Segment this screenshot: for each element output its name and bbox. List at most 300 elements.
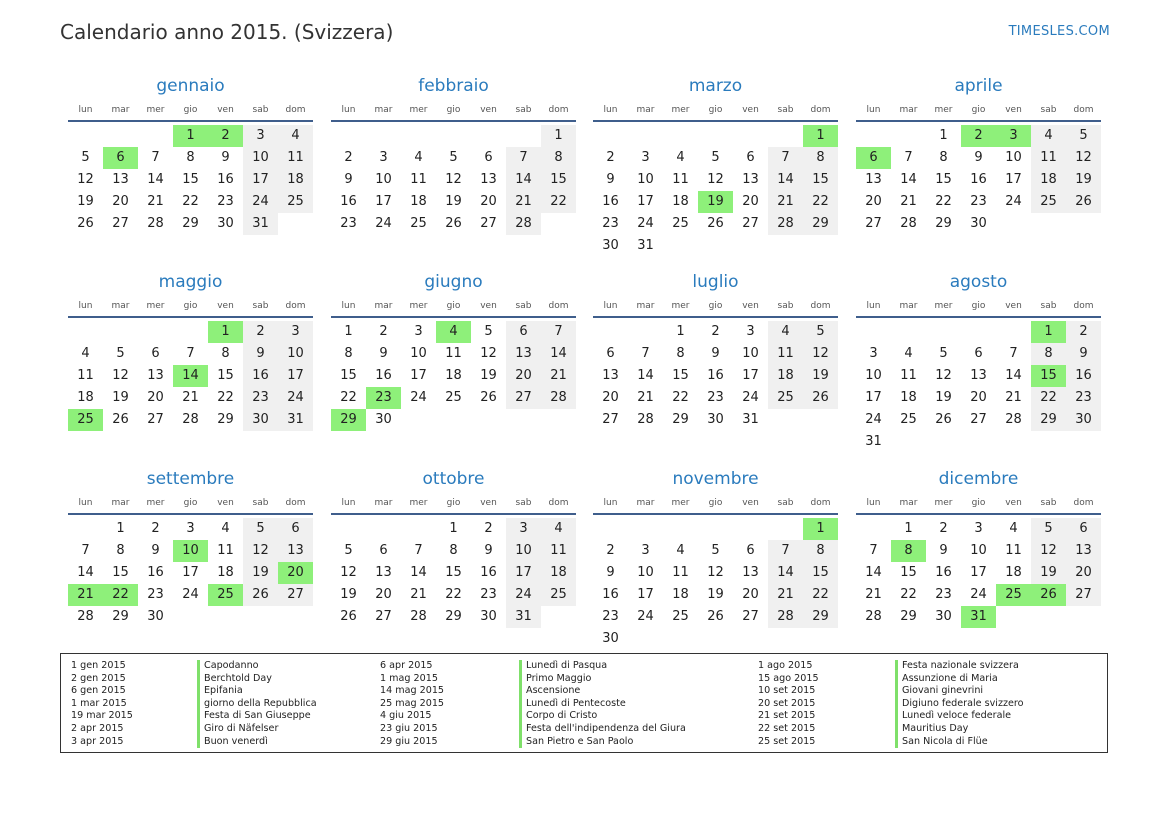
day-cell[interactable]: 30 (375, 412, 392, 427)
day-cell[interactable]: 4 (414, 150, 423, 165)
day-cell[interactable]: 5 (803, 321, 838, 343)
day-cell[interactable]: 3 (641, 150, 650, 165)
day-cell[interactable]: 16 (480, 565, 497, 580)
holiday-day-cell[interactable]: 25 (996, 584, 1031, 606)
day-cell[interactable]: 27 (865, 216, 882, 231)
day-cell[interactable]: 24 (243, 191, 278, 213)
day-cell[interactable]: 28 (506, 213, 541, 235)
holiday-day-cell[interactable]: 2 (961, 125, 996, 147)
day-cell[interactable]: 2 (151, 521, 160, 536)
day-cell[interactable]: 22 (340, 390, 357, 405)
day-cell[interactable]: 26 (707, 216, 724, 231)
day-cell[interactable]: 29 (935, 216, 952, 231)
day-cell[interactable]: 29 (900, 609, 917, 624)
day-cell[interactable]: 5 (484, 324, 493, 339)
day-cell[interactable]: 30 (243, 409, 278, 431)
day-cell[interactable]: 22 (803, 584, 838, 606)
day-cell[interactable]: 30 (970, 216, 987, 231)
day-cell[interactable]: 9 (939, 543, 948, 558)
day-cell[interactable]: 7 (186, 346, 195, 361)
day-cell[interactable]: 17 (1005, 172, 1022, 187)
day-cell[interactable]: 19 (803, 365, 838, 387)
day-cell[interactable]: 28 (637, 412, 654, 427)
day-cell[interactable]: 21 (637, 390, 654, 405)
day-cell[interactable]: 30 (707, 412, 724, 427)
day-cell[interactable]: 17 (182, 565, 199, 580)
day-cell[interactable]: 10 (637, 565, 654, 580)
day-cell[interactable]: 18 (1031, 169, 1066, 191)
day-cell[interactable]: 17 (243, 169, 278, 191)
day-cell[interactable]: 12 (707, 565, 724, 580)
day-cell[interactable]: 11 (672, 565, 689, 580)
day-cell[interactable]: 16 (707, 368, 724, 383)
day-cell[interactable]: 13 (147, 368, 164, 383)
day-cell[interactable]: 24 (742, 390, 759, 405)
day-cell[interactable]: 9 (344, 172, 353, 187)
day-cell[interactable]: 21 (768, 584, 803, 606)
day-cell[interactable]: 16 (147, 565, 164, 580)
day-cell[interactable]: 12 (1031, 540, 1066, 562)
day-cell[interactable]: 28 (182, 412, 199, 427)
day-cell[interactable]: 11 (217, 543, 234, 558)
day-cell[interactable]: 18 (1005, 565, 1022, 580)
day-cell[interactable]: 10 (278, 343, 313, 365)
day-cell[interactable]: 21 (865, 587, 882, 602)
day-cell[interactable]: 2 (606, 150, 615, 165)
day-cell[interactable]: 21 (182, 390, 199, 405)
day-cell[interactable]: 7 (869, 543, 878, 558)
day-cell[interactable]: 19 (1066, 169, 1101, 191)
day-cell[interactable]: 6 (606, 346, 615, 361)
day-cell[interactable]: 23 (217, 194, 234, 209)
day-cell[interactable]: 15 (340, 368, 357, 383)
day-cell[interactable]: 16 (602, 587, 619, 602)
day-cell[interactable]: 21 (541, 365, 576, 387)
day-cell[interactable]: 26 (480, 390, 497, 405)
day-cell[interactable]: 2 (243, 321, 278, 343)
day-cell[interactable]: 26 (340, 609, 357, 624)
day-cell[interactable]: 11 (410, 172, 427, 187)
day-cell[interactable]: 23 (935, 587, 952, 602)
day-cell[interactable]: 28 (410, 609, 427, 624)
day-cell[interactable]: 4 (676, 543, 685, 558)
day-cell[interactable]: 18 (672, 194, 689, 209)
day-cell[interactable]: 7 (81, 543, 90, 558)
holiday-day-cell[interactable]: 1 (803, 518, 838, 540)
day-cell[interactable]: 9 (151, 543, 160, 558)
day-cell[interactable]: 27 (506, 387, 541, 409)
day-cell[interactable]: 25 (672, 609, 689, 624)
day-cell[interactable]: 7 (506, 147, 541, 169)
day-cell[interactable]: 25 (1031, 191, 1066, 213)
holiday-day-cell[interactable]: 31 (961, 606, 996, 628)
day-cell[interactable]: 25 (445, 390, 462, 405)
day-cell[interactable]: 5 (243, 518, 278, 540)
day-cell[interactable]: 13 (278, 540, 313, 562)
day-cell[interactable]: 10 (742, 346, 759, 361)
holiday-day-cell[interactable]: 25 (208, 584, 243, 606)
day-cell[interactable]: 6 (278, 518, 313, 540)
day-cell[interactable]: 24 (182, 587, 199, 602)
day-cell[interactable]: 31 (742, 412, 759, 427)
day-cell[interactable]: 10 (506, 540, 541, 562)
day-cell[interactable]: 10 (970, 543, 987, 558)
day-cell[interactable]: 12 (112, 368, 129, 383)
day-cell[interactable]: 18 (77, 390, 94, 405)
day-cell[interactable]: 18 (900, 390, 917, 405)
day-cell[interactable]: 14 (541, 343, 576, 365)
day-cell[interactable]: 20 (147, 390, 164, 405)
day-cell[interactable]: 2 (344, 150, 353, 165)
day-cell[interactable]: 23 (602, 216, 619, 231)
holiday-day-cell[interactable]: 21 (68, 584, 103, 606)
day-cell[interactable]: 15 (803, 562, 838, 584)
day-cell[interactable]: 20 (742, 194, 759, 209)
day-cell[interactable]: 8 (939, 150, 948, 165)
day-cell[interactable]: 19 (707, 587, 724, 602)
holiday-day-cell[interactable]: 10 (173, 540, 208, 562)
day-cell[interactable]: 14 (1005, 368, 1022, 383)
day-cell[interactable]: 17 (637, 194, 654, 209)
holiday-day-cell[interactable]: 1 (1031, 321, 1066, 343)
day-cell[interactable]: 7 (768, 147, 803, 169)
day-cell[interactable]: 18 (217, 565, 234, 580)
day-cell[interactable]: 24 (410, 390, 427, 405)
day-cell[interactable]: 29 (112, 609, 129, 624)
day-cell[interactable]: 22 (900, 587, 917, 602)
day-cell[interactable]: 23 (243, 387, 278, 409)
day-cell[interactable]: 27 (278, 584, 313, 606)
day-cell[interactable]: 14 (506, 169, 541, 191)
day-cell[interactable]: 14 (865, 565, 882, 580)
day-cell[interactable]: 26 (112, 412, 129, 427)
day-cell[interactable]: 13 (602, 368, 619, 383)
holiday-day-cell[interactable]: 25 (68, 409, 103, 431)
day-cell[interactable]: 15 (900, 565, 917, 580)
day-cell[interactable]: 11 (1031, 147, 1066, 169)
day-cell[interactable]: 1 (541, 125, 576, 147)
day-cell[interactable]: 13 (970, 368, 987, 383)
day-cell[interactable]: 13 (865, 172, 882, 187)
day-cell[interactable]: 13 (112, 172, 129, 187)
day-cell[interactable]: 29 (803, 213, 838, 235)
day-cell[interactable]: 22 (445, 587, 462, 602)
day-cell[interactable]: 19 (935, 390, 952, 405)
day-cell[interactable]: 29 (1031, 409, 1066, 431)
holiday-day-cell[interactable]: 3 (996, 125, 1031, 147)
day-cell[interactable]: 24 (375, 216, 392, 231)
day-cell[interactable]: 24 (637, 216, 654, 231)
day-cell[interactable]: 14 (147, 172, 164, 187)
day-cell[interactable]: 27 (375, 609, 392, 624)
day-cell[interactable]: 16 (243, 365, 278, 387)
day-cell[interactable]: 9 (974, 150, 983, 165)
day-cell[interactable]: 3 (506, 518, 541, 540)
day-cell[interactable]: 24 (506, 584, 541, 606)
day-cell[interactable]: 11 (768, 343, 803, 365)
day-cell[interactable]: 4 (1009, 521, 1018, 536)
day-cell[interactable]: 26 (803, 387, 838, 409)
day-cell[interactable]: 17 (375, 194, 392, 209)
day-cell[interactable]: 26 (243, 584, 278, 606)
day-cell[interactable]: 7 (904, 150, 913, 165)
day-cell[interactable]: 27 (147, 412, 164, 427)
day-cell[interactable]: 10 (865, 368, 882, 383)
day-cell[interactable]: 31 (278, 409, 313, 431)
day-cell[interactable]: 31 (637, 238, 654, 253)
day-cell[interactable]: 26 (77, 216, 94, 231)
day-cell[interactable]: 15 (935, 172, 952, 187)
day-cell[interactable]: 14 (637, 368, 654, 383)
day-cell[interactable]: 2 (711, 324, 720, 339)
day-cell[interactable]: 27 (602, 412, 619, 427)
day-cell[interactable]: 23 (970, 194, 987, 209)
day-cell[interactable]: 15 (803, 169, 838, 191)
day-cell[interactable]: 29 (445, 609, 462, 624)
day-cell[interactable]: 5 (449, 150, 458, 165)
day-cell[interactable]: 8 (221, 346, 230, 361)
day-cell[interactable]: 2 (606, 543, 615, 558)
day-cell[interactable]: 30 (935, 609, 952, 624)
day-cell[interactable]: 8 (803, 540, 838, 562)
day-cell[interactable]: 17 (742, 368, 759, 383)
day-cell[interactable]: 25 (278, 191, 313, 213)
day-cell[interactable]: 5 (116, 346, 125, 361)
day-cell[interactable]: 19 (112, 390, 129, 405)
day-cell[interactable]: 26 (935, 412, 952, 427)
day-cell[interactable]: 16 (935, 565, 952, 580)
day-cell[interactable]: 8 (803, 147, 838, 169)
day-cell[interactable]: 21 (147, 194, 164, 209)
day-cell[interactable]: 9 (1066, 343, 1101, 365)
day-cell[interactable]: 14 (900, 172, 917, 187)
day-cell[interactable]: 2 (484, 521, 493, 536)
day-cell[interactable]: 23 (1066, 387, 1101, 409)
day-cell[interactable]: 11 (672, 172, 689, 187)
day-cell[interactable]: 31 (865, 434, 882, 449)
day-cell[interactable]: 16 (1066, 365, 1101, 387)
holiday-day-cell[interactable]: 1 (173, 125, 208, 147)
day-cell[interactable]: 4 (904, 346, 913, 361)
day-cell[interactable]: 9 (379, 346, 388, 361)
day-cell[interactable]: 21 (1005, 390, 1022, 405)
day-cell[interactable]: 17 (865, 390, 882, 405)
day-cell[interactable]: 24 (970, 587, 987, 602)
day-cell[interactable]: 3 (278, 321, 313, 343)
day-cell[interactable]: 1 (904, 521, 913, 536)
day-cell[interactable]: 4 (676, 150, 685, 165)
day-cell[interactable]: 10 (637, 172, 654, 187)
day-cell[interactable]: 10 (375, 172, 392, 187)
day-cell[interactable]: 13 (1066, 540, 1101, 562)
holiday-day-cell[interactable]: 19 (698, 191, 733, 213)
day-cell[interactable]: 16 (217, 172, 234, 187)
day-cell[interactable]: 8 (344, 346, 353, 361)
day-cell[interactable]: 12 (935, 368, 952, 383)
day-cell[interactable]: 23 (480, 587, 497, 602)
day-cell[interactable]: 2 (379, 324, 388, 339)
day-cell[interactable]: 14 (768, 562, 803, 584)
day-cell[interactable]: 9 (711, 346, 720, 361)
day-cell[interactable]: 20 (506, 365, 541, 387)
day-cell[interactable]: 11 (77, 368, 94, 383)
day-cell[interactable]: 12 (1066, 147, 1101, 169)
day-cell[interactable]: 5 (711, 150, 720, 165)
holiday-day-cell[interactable]: 23 (366, 387, 401, 409)
day-cell[interactable]: 22 (803, 191, 838, 213)
day-cell[interactable]: 18 (541, 562, 576, 584)
day-cell[interactable]: 20 (602, 390, 619, 405)
holiday-day-cell[interactable]: 22 (103, 584, 138, 606)
day-cell[interactable]: 22 (935, 194, 952, 209)
day-cell[interactable]: 27 (112, 216, 129, 231)
day-cell[interactable]: 27 (742, 609, 759, 624)
day-cell[interactable]: 19 (243, 562, 278, 584)
day-cell[interactable]: 25 (768, 387, 803, 409)
day-cell[interactable]: 23 (602, 609, 619, 624)
day-cell[interactable]: 9 (484, 543, 493, 558)
day-cell[interactable]: 22 (182, 194, 199, 209)
day-cell[interactable]: 5 (1031, 518, 1066, 540)
day-cell[interactable]: 29 (803, 606, 838, 628)
day-cell[interactable]: 12 (77, 172, 94, 187)
day-cell[interactable]: 6 (506, 321, 541, 343)
day-cell[interactable]: 30 (147, 609, 164, 624)
day-cell[interactable]: 28 (147, 216, 164, 231)
day-cell[interactable]: 10 (1005, 150, 1022, 165)
day-cell[interactable]: 3 (379, 150, 388, 165)
day-cell[interactable]: 7 (768, 540, 803, 562)
day-cell[interactable]: 14 (410, 565, 427, 580)
day-cell[interactable]: 5 (1066, 125, 1101, 147)
holiday-day-cell[interactable]: 4 (436, 321, 471, 343)
day-cell[interactable]: 27 (742, 216, 759, 231)
day-cell[interactable]: 31 (506, 606, 541, 628)
day-cell[interactable]: 4 (278, 125, 313, 147)
day-cell[interactable]: 3 (869, 346, 878, 361)
day-cell[interactable]: 19 (77, 194, 94, 209)
day-cell[interactable]: 15 (112, 565, 129, 580)
day-cell[interactable]: 28 (900, 216, 917, 231)
day-cell[interactable]: 3 (186, 521, 195, 536)
day-cell[interactable]: 11 (445, 346, 462, 361)
day-cell[interactable]: 6 (974, 346, 983, 361)
day-cell[interactable]: 14 (77, 565, 94, 580)
holiday-day-cell[interactable]: 2 (208, 125, 243, 147)
day-cell[interactable]: 3 (974, 521, 983, 536)
day-cell[interactable]: 22 (217, 390, 234, 405)
holiday-day-cell[interactable]: 1 (803, 125, 838, 147)
day-cell[interactable]: 19 (480, 368, 497, 383)
day-cell[interactable]: 15 (541, 169, 576, 191)
day-cell[interactable]: 5 (711, 543, 720, 558)
day-cell[interactable]: 7 (541, 321, 576, 343)
day-cell[interactable]: 17 (637, 587, 654, 602)
day-cell[interactable]: 23 (340, 216, 357, 231)
holiday-day-cell[interactable]: 14 (173, 365, 208, 387)
day-cell[interactable]: 3 (746, 324, 755, 339)
holiday-day-cell[interactable]: 8 (891, 540, 926, 562)
day-cell[interactable]: 21 (506, 191, 541, 213)
day-cell[interactable]: 7 (1009, 346, 1018, 361)
day-cell[interactable]: 10 (243, 147, 278, 169)
day-cell[interactable]: 28 (1005, 412, 1022, 427)
day-cell[interactable]: 11 (278, 147, 313, 169)
day-cell[interactable]: 27 (1066, 584, 1101, 606)
day-cell[interactable]: 18 (445, 368, 462, 383)
day-cell[interactable]: 26 (445, 216, 462, 231)
day-cell[interactable]: 17 (970, 565, 987, 580)
day-cell[interactable]: 16 (375, 368, 392, 383)
day-cell[interactable]: 20 (742, 587, 759, 602)
day-cell[interactable]: 25 (410, 216, 427, 231)
day-cell[interactable]: 5 (344, 543, 353, 558)
day-cell[interactable]: 6 (151, 346, 160, 361)
day-cell[interactable]: 4 (221, 521, 230, 536)
day-cell[interactable]: 20 (375, 587, 392, 602)
day-cell[interactable]: 19 (340, 587, 357, 602)
day-cell[interactable]: 22 (1031, 387, 1066, 409)
day-cell[interactable]: 9 (221, 150, 230, 165)
holiday-day-cell[interactable]: 26 (1031, 584, 1066, 606)
day-cell[interactable]: 12 (803, 343, 838, 365)
day-cell[interactable]: 4 (768, 321, 803, 343)
day-cell[interactable]: 24 (637, 609, 654, 624)
day-cell[interactable]: 3 (243, 125, 278, 147)
day-cell[interactable]: 5 (81, 150, 90, 165)
holiday-day-cell[interactable]: 29 (331, 409, 366, 431)
day-cell[interactable]: 1 (676, 324, 685, 339)
day-cell[interactable]: 21 (900, 194, 917, 209)
day-cell[interactable]: 9 (243, 343, 278, 365)
day-cell[interactable]: 6 (484, 150, 493, 165)
day-cell[interactable]: 6 (1066, 518, 1101, 540)
day-cell[interactable]: 30 (602, 238, 619, 253)
day-cell[interactable]: 22 (541, 191, 576, 213)
day-cell[interactable]: 14 (768, 169, 803, 191)
day-cell[interactable]: 15 (217, 368, 234, 383)
day-cell[interactable]: 15 (672, 368, 689, 383)
day-cell[interactable]: 27 (480, 216, 497, 231)
day-cell[interactable]: 29 (217, 412, 234, 427)
day-cell[interactable]: 6 (746, 543, 755, 558)
day-cell[interactable]: 8 (449, 543, 458, 558)
day-cell[interactable]: 18 (278, 169, 313, 191)
day-cell[interactable]: 6 (746, 150, 755, 165)
day-cell[interactable]: 10 (410, 346, 427, 361)
brand-logo-text[interactable]: TIMESLES.COM (1008, 24, 1110, 39)
day-cell[interactable]: 28 (768, 213, 803, 235)
day-cell[interactable]: 12 (340, 565, 357, 580)
day-cell[interactable]: 16 (602, 194, 619, 209)
day-cell[interactable]: 30 (1066, 409, 1101, 431)
day-cell[interactable]: 18 (672, 587, 689, 602)
day-cell[interactable]: 17 (410, 368, 427, 383)
day-cell[interactable]: 29 (672, 412, 689, 427)
day-cell[interactable]: 26 (1066, 191, 1101, 213)
holiday-day-cell[interactable]: 6 (856, 147, 891, 169)
holiday-day-cell[interactable]: 15 (1031, 365, 1066, 387)
day-cell[interactable]: 25 (541, 584, 576, 606)
day-cell[interactable]: 23 (147, 587, 164, 602)
day-cell[interactable]: 28 (865, 609, 882, 624)
day-cell[interactable]: 20 (865, 194, 882, 209)
day-cell[interactable]: 4 (81, 346, 90, 361)
day-cell[interactable]: 19 (445, 194, 462, 209)
day-cell[interactable]: 11 (541, 540, 576, 562)
holiday-day-cell[interactable]: 6 (103, 147, 138, 169)
day-cell[interactable]: 12 (243, 540, 278, 562)
